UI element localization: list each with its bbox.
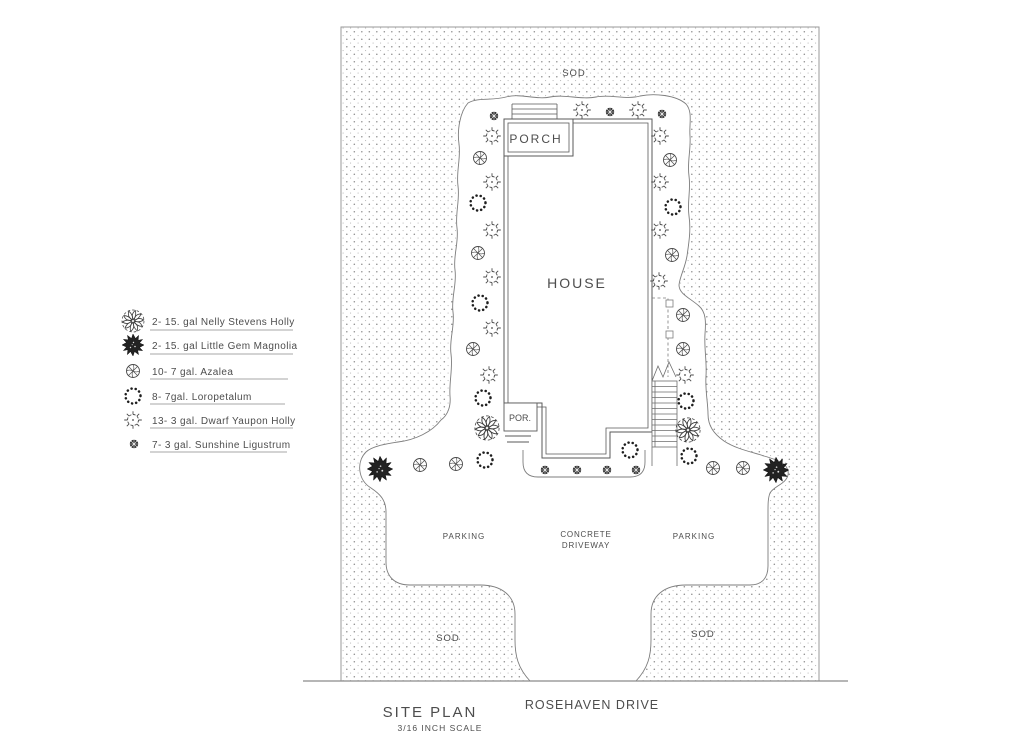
plant-yaupon-symbol (676, 366, 694, 384)
little-gem-magnolia-icon (122, 334, 144, 356)
plant-yaupon-symbol (483, 221, 501, 239)
nelly-stevens-holly-icon (122, 310, 144, 332)
house-label: HOUSE (547, 275, 607, 291)
plant-azalea-symbol (414, 459, 427, 472)
plant-ligustrum-symbol (658, 110, 666, 118)
legend-item-label: 2- 15. gal Nelly Stevens Holly (152, 317, 295, 328)
parking-right-label: PARKING (672, 532, 716, 541)
plant-azalea-symbol (664, 154, 677, 167)
plant-loropetalum-symbol (623, 443, 638, 458)
plant-yaupon-symbol (651, 173, 669, 191)
site-plan-title: SITE PLAN (382, 704, 478, 721)
legend-item-label: 8- 7gal. Loropetalum (152, 392, 252, 403)
plant-azalea-symbol (450, 458, 463, 471)
sunshine-ligustrum-icon (130, 440, 138, 448)
plant-ligustrum-symbol (573, 466, 581, 474)
plant-loropetalum-symbol (666, 200, 681, 215)
plant-yaupon-symbol (483, 173, 501, 191)
sod-top-label: SOD (562, 68, 586, 79)
plant-azalea-symbol (707, 462, 720, 475)
plant-loropetalum-symbol (679, 394, 694, 409)
driveway-label-line1: CONCRETE (560, 530, 612, 539)
loropetalum-icon (126, 389, 141, 404)
sod-bottom-right-label: SOD (691, 629, 715, 640)
driveway-label-line2: DRIVEWAY (561, 541, 611, 550)
plant-azalea-symbol (666, 249, 679, 262)
plant-ligustrum-symbol (632, 466, 640, 474)
plant-loropetalum-symbol (478, 453, 493, 468)
plant-ligustrum-symbol (541, 466, 549, 474)
plant-yaupon-symbol (650, 272, 668, 290)
plant-ligustrum-symbol (606, 108, 614, 116)
parking-left-label: PARKING (442, 532, 486, 541)
rear-porch-label: POR. (508, 413, 532, 423)
legend-item-label: 2- 15. gal Little Gem Magnolia (152, 341, 298, 352)
plant-ligustrum-symbol (603, 466, 611, 474)
legend-item-label: 7- 3 gal. Sunshine Ligustrum (152, 440, 291, 451)
titles (383, 698, 659, 733)
street-name-label: ROSEHAVEN DRIVE (524, 698, 660, 712)
plant-ligustrum-symbol (490, 112, 498, 120)
plant-azalea-symbol (677, 309, 690, 322)
plant-yaupon-symbol (651, 221, 669, 239)
plant-yaupon-symbol (651, 127, 669, 145)
plant-azalea-symbol (472, 247, 485, 260)
plant-yaupon-symbol (483, 268, 501, 286)
plant-yaupon-symbol (483, 319, 501, 337)
plant-legend (122, 310, 297, 452)
plant-yaupon-symbol (629, 101, 647, 119)
dwarf-yaupon-holly-icon (124, 411, 142, 429)
plant-loropetalum-symbol (473, 296, 488, 311)
legend-item-label: 10- 7 gal. Azalea (152, 367, 234, 378)
plant-yaupon-symbol (483, 127, 501, 145)
plant-loropetalum-symbol (476, 391, 491, 406)
plant-loropetalum-symbol (682, 449, 697, 464)
azalea-icon (127, 365, 140, 378)
plant-azalea-symbol (467, 343, 480, 356)
plant-azalea-symbol (474, 152, 487, 165)
plant-yaupon-symbol (480, 366, 498, 384)
legend-item-label: 13- 3 gal. Dwarf Yaupon Holly (152, 416, 296, 427)
porch-label: PORCH (509, 132, 563, 146)
sod-bottom-left-label: SOD (436, 633, 460, 644)
plant-azalea-symbol (737, 462, 750, 475)
plant-azalea-symbol (677, 343, 690, 356)
plant-yaupon-symbol (573, 101, 591, 119)
plant-loropetalum-symbol (471, 196, 486, 211)
scale-note: 3/16 INCH SCALE (397, 723, 483, 733)
